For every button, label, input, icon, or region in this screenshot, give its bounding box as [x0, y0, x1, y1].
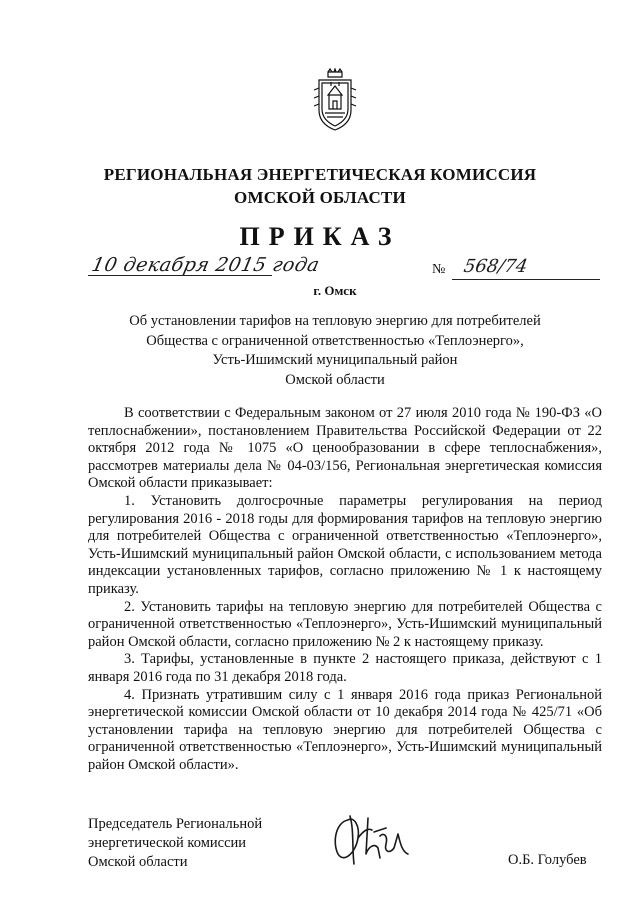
position-line: Председатель Региональной — [88, 816, 263, 832]
order-item-4: 4. Признать утратившим силу с 1 января 2016 года приказ Региональной энергетической комиссии Омской области от 10 декабря 2014 года № 425/71 «Об установлении тарифа на тепловую энергию для потребителей Общества с ограниченной ответственностью «Теплоэнерго», Усть-Ишимский муниципальный район Омской области». — [88, 686, 602, 773]
subject-line: Об установлении тарифов на тепловую энергию для потребителей — [129, 313, 541, 329]
document-type-title: ПРИКАЗ — [239, 222, 401, 251]
coat-of-arms-icon — [313, 68, 357, 132]
organization-name: РЕГИОНАЛЬНАЯ ЭНЕРГЕТИЧЕСКАЯ КОМИССИЯ — [103, 165, 537, 184]
signatory-position — [88, 815, 262, 872]
date-underline — [88, 275, 272, 276]
preamble-paragraph: В соответствии с Федеральным законом от 27 июля 2010 года № 190-ФЗ «О теплоснабжении», постановлением Правительства Российской Федерации от 22 октября 2012 года № 1075 «О ценообразовании в сфере теплоснабжения», рассмотрев материалы дела № 04-03/156, Региональная энергетическая комиссия Омской области приказывает: — [88, 405, 602, 492]
order-number-label: № — [432, 262, 446, 277]
issue-city: г. Омск — [313, 283, 357, 298]
handwritten-signature — [328, 808, 420, 868]
signatory-name: О.Б. Голубев — [508, 852, 587, 868]
subject-line: Усть-Ишимский муниципальный район — [212, 352, 458, 368]
organization-region: ОМСКОЙ ОБЛАСТИ — [234, 188, 406, 207]
order-body — [88, 405, 602, 774]
order-item-2: 2. Установить тарифы на тепловую энергию для потребителей Общества с ограниченной ответственностью «Теплоэнерго», Усть-Ишимский муниципальный район Омской области, согласно приложению № 2 к настоящему приказу. — [88, 598, 602, 650]
subject-line: Общества с ограниченной ответственностью «Теплоэнерго», — [146, 332, 524, 349]
order-item-1: 1. Установить долгосрочные параметры регулирования на период регулирования 2016 - 2018 годы для формирования тарифов на тепловую энергию для потребителей Общества с ограниченной ответственностью «Теплоэнерго», Усть-Ишимский муниципальный район Омской области, с использованием метода индексации установленных тарифов, согласно приложению № 1 к настоящему приказу. — [88, 492, 602, 597]
order-date: 10 декабря 2015 года — [89, 254, 322, 276]
order-item-3: 3. Тарифы, установленные в пункте 2 настоящего приказа, действуют с 1 января 2016 года по 31 декабря 2018 года. — [88, 651, 602, 685]
order-subject — [100, 312, 570, 390]
subject-line: Омской области — [285, 371, 385, 388]
order-number: 568/74 — [462, 256, 530, 277]
number-underline — [452, 279, 600, 280]
position-line: энергетической комиссии — [88, 835, 247, 851]
position-line: Омской области — [88, 854, 188, 870]
